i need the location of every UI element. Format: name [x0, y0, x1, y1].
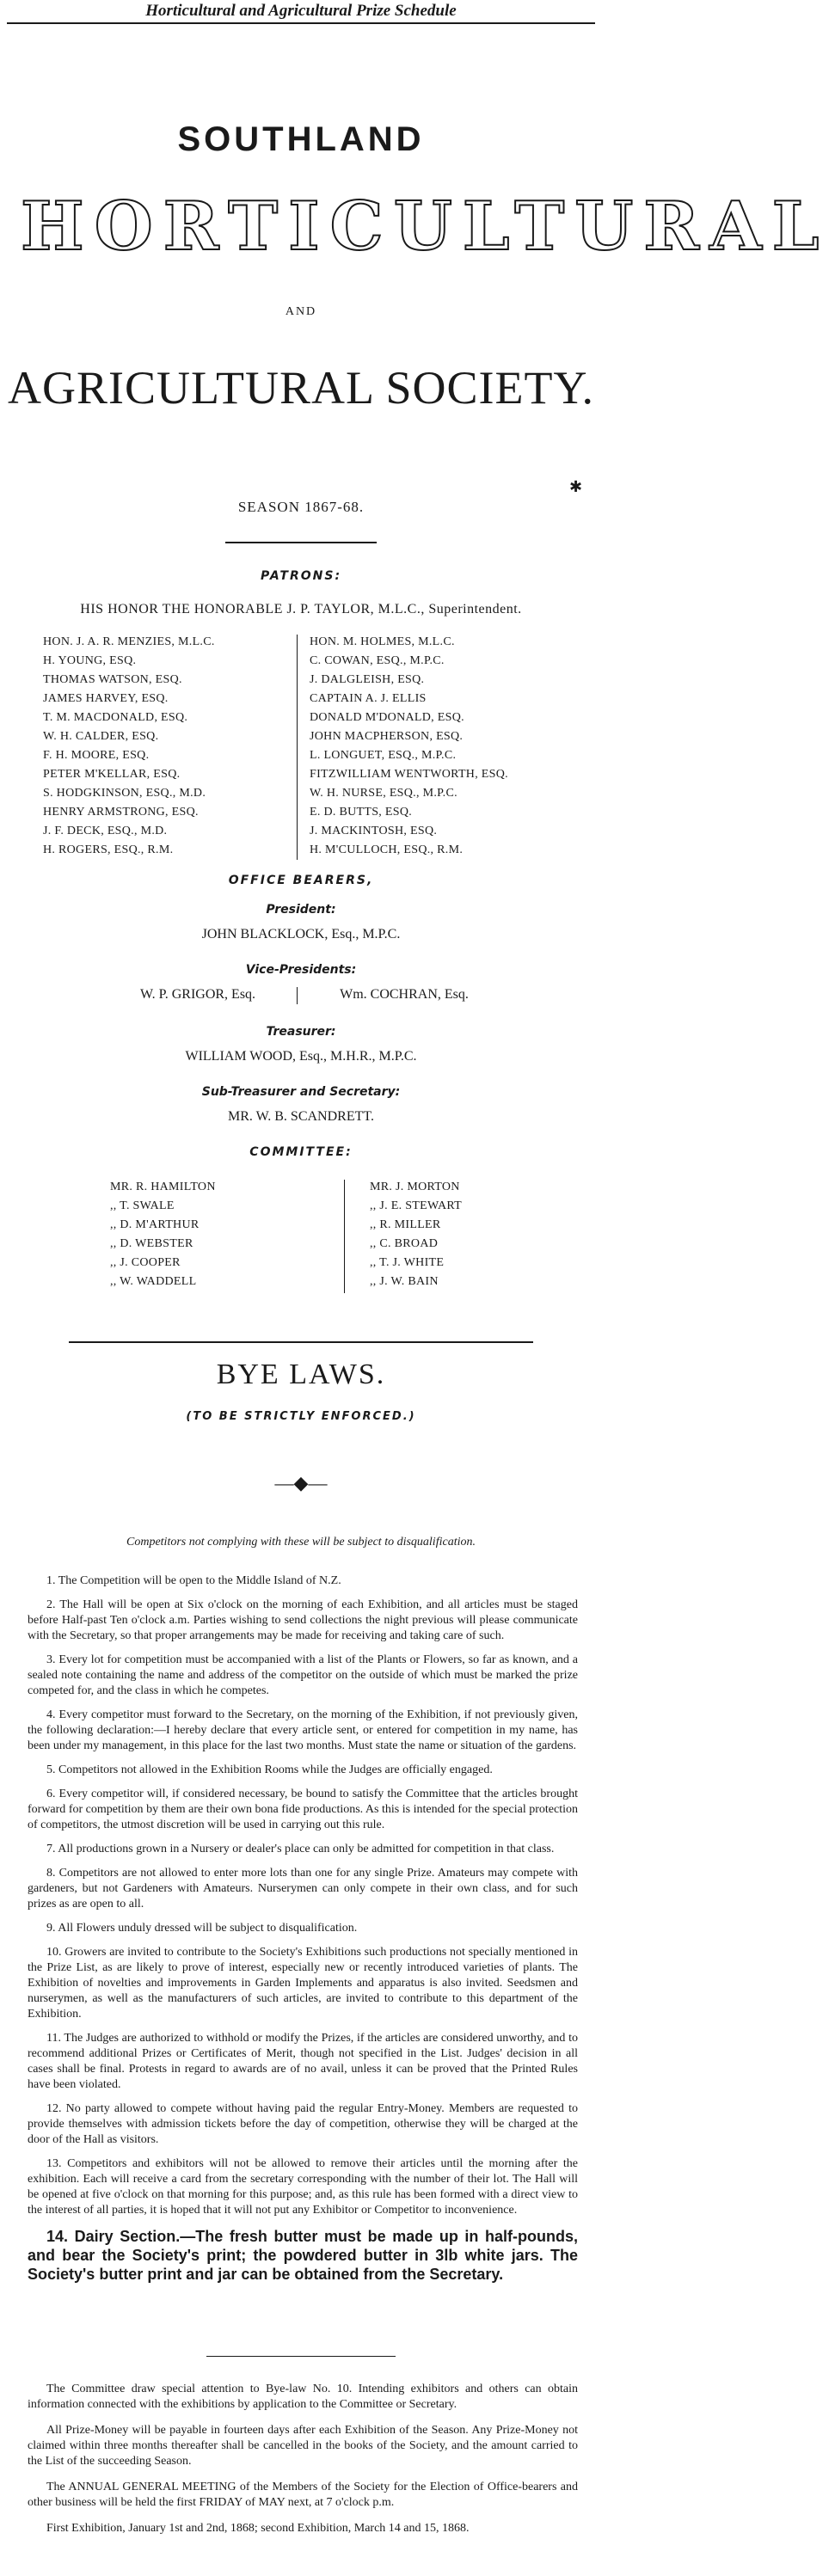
patron-name: J. MACKINTOSH, ESQ.	[310, 825, 438, 837]
running-header: Horticultural and Agricultural Prize Schedule	[145, 2, 457, 20]
patron-superintendent: HIS HONOR THE HONORABLE J. P. TAYLOR, M.L.C., Superintendent.	[80, 602, 522, 616]
office-bearers-heading: OFFICE BEARERS,	[228, 874, 374, 887]
season-label: SEASON 1867-68.	[237, 499, 365, 515]
patron-name: H. M'CULLOCH, ESQ., R.M.	[310, 843, 464, 856]
header-rule	[7, 22, 595, 24]
patron-name: JOHN MACPHERSON, ESQ.	[310, 730, 464, 743]
patron-name: H. ROGERS, ESQ., R.M.	[43, 843, 174, 856]
committee-member: ,, W. WADDELL	[110, 1275, 197, 1288]
patrons-heading: PATRONS:	[260, 569, 342, 583]
committee-member: ,, J. E. STEWART	[370, 1199, 463, 1212]
footer-paragraph: The ANNUAL GENERAL MEETING of the Members of the Society for the Election of Office-bearers and other business will be held the first FRIDAY of MAY next, at 7 o'clock p.m.	[28, 2481, 578, 2509]
committee-member: ,, J. W. BAIN	[370, 1275, 439, 1288]
patron-name: S. HODGKINSON, ESQ., M.D.	[43, 787, 206, 800]
sub-treasurer-label: Sub-Treasurer and Secretary:	[201, 1085, 401, 1099]
patron-name: W. H. NURSE, ESQ., M.P.C.	[310, 787, 457, 800]
title-southland: SOUTHLAND	[177, 120, 425, 158]
committee-member: MR. J. MORTON	[370, 1181, 460, 1193]
patron-name: THOMAS WATSON, ESQ.	[43, 673, 182, 686]
section-rule	[69, 1341, 533, 1343]
title-agricultural-society: AGRICULTURAL SOCIETY.	[7, 362, 595, 414]
disqualification-notice: Competitors not complying with these will be subject to disqualification.	[126, 1536, 476, 1549]
bye-law-rule: 6. Every competitor will, if considered necessary, be bound to satisfy the Committee that the articles brought forward for competition by them are their own bona fide productions. As this is intended for the special protection of competitors, the utmost discretion will be used in carrying out this rule.	[28, 1788, 578, 1831]
committee-right-column	[370, 1178, 559, 1291]
patrons-right-column	[310, 633, 568, 860]
patron-name: J. F. DECK, ESQ., M.D.	[43, 825, 168, 837]
patron-name: JAMES HARVEY, ESQ.	[43, 692, 169, 705]
patron-name: L. LONGUET, ESQ., M.P.C.	[310, 749, 457, 762]
vice-president-right: Wm. COCHRAN, Esq.	[340, 987, 469, 1002]
bye-law-rule: 3. Every lot for competition must be accompanied with a list of the Plants or Flowers, so far as known, and a sealed note containing the name and address of the competitor on the outside of which must be marked the prize competed for, and the class in which he competes.	[28, 1653, 578, 1697]
bye-law-rule: 13. Competitors and exhibitors will not be allowed to remove their articles until the morning after the exhibition. Each will receive a card from the secretary corresponding with the number of their lot. The Hall will be opened at five o'clock on that morning for this purpose; and, as this rule has been formed with a direct view to the interest of all parties, it is hoped that it will not put any Exhibitor or Competitor to inconvenience.	[28, 2157, 578, 2217]
committee-member: MR. R. HAMILTON	[110, 1181, 216, 1193]
bye-laws-heading: BYE LAWS.	[216, 1359, 386, 1390]
patron-name: HENRY ARMSTRONG, ESQ.	[43, 806, 199, 819]
committee-member: ,, T. SWALE	[110, 1199, 175, 1212]
patron-name: HON. J. A. R. MENZIES, M.L.C.	[43, 635, 215, 648]
asterisk-mark: ✱	[569, 478, 583, 495]
committee-member: ,, T. J. WHITE	[370, 1256, 445, 1269]
bye-law-rule: 8. Competitors are not allowed to enter more lots than one for any single Prize. Amateurs may compete with gardeners, but not Gardeners with Amateurs. Nurserymen can only compete in their own class, and for such prizes as are open to all.	[28, 1867, 578, 1911]
patron-name: DONALD M'DONALD, ESQ.	[310, 711, 464, 724]
patron-name: CAPTAIN A. J. ELLIS	[310, 692, 427, 705]
bye-law-rule: 1. The Competition will be open to the Middle Island of N.Z.	[46, 1574, 341, 1587]
footer-notices	[28, 2382, 578, 2547]
bye-law-rule: 9. All Flowers unduly dressed will be subject to disqualification.	[46, 1922, 358, 1935]
footer-paragraph: First Exhibition, January 1st and 2nd, 1868; second Exhibition, March 14 and 15, 1868.	[46, 2522, 470, 2535]
committee-divider	[344, 1180, 345, 1293]
committee-member: ,, C. BROAD	[370, 1237, 439, 1250]
fleuron-ornament: ―◆―	[274, 1472, 328, 1493]
vice-presidents-label: Vice-Presidents:	[245, 963, 357, 977]
sub-treasurer-name: MR. W. B. SCANDRETT.	[228, 1109, 374, 1124]
footer-paragraph: The Committee draw special attention to Bye-law No. 10. Intending exhibitors and others can obtain information connected with the exhibitions by application to the Committee or Secretary.	[28, 2383, 578, 2411]
bye-law-rule: 7. All productions grown in a Nursery or dealer's place can only be admitted for competition in that class.	[46, 1843, 555, 1855]
dairy-section-rule: 14. Dairy Section.—The fresh butter must be made up in half-pounds, and bear the Society's print; the powdered butter in 3lb white jars. The Society's butter print and jar can be obtained from the Secretary.	[28, 2228, 578, 2283]
bye-laws-subheading: (TO BE STRICTLY ENFORCED.)	[186, 1410, 416, 1423]
treasurer-label: Treasurer:	[266, 1025, 336, 1039]
bye-laws-list	[28, 1573, 578, 2292]
patron-name: W. H. CALDER, ESQ.	[43, 730, 159, 743]
bye-law-rule: 10. Growers are invited to contribute to the Society's Exhibitions such productions not specially mentioned in the Prize List, as are likely to prove of interest, especially new or recently introduced varieties of plants. The Exhibition of novelties and improvements in Garden Implements and apparatus is also invited. Seedsmen and nurserymen, as well as the manufacturers of such articles, are invited to contribute to this department of the Exhibition.	[28, 1946, 578, 2021]
vice-presidents-divider	[297, 987, 298, 1004]
president-label: President:	[266, 903, 336, 917]
committee-member: ,, D. M'ARTHUR	[110, 1218, 200, 1231]
patron-name: HON. M. HOLMES, M.L.C.	[310, 635, 455, 648]
treasurer-name: WILLIAM WOOD, Esq., M.H.R., M.P.C.	[185, 1049, 417, 1064]
season-rule	[225, 542, 377, 543]
footer-rule	[206, 2356, 396, 2357]
bye-law-rule: 11. The Judges are authorized to withhold or modify the Prizes, if the articles are considered unworthy, and to recommend additional Prizes or Certificates of Merit, though not specified in the List. Judges' decision in all cases shall be final. Protests in regard to awards are of no avail, unless it can be proved that the Printed Rules have been violated.	[28, 2032, 578, 2091]
patrons-divider	[297, 635, 298, 860]
patron-name: FITZWILLIAM WENTWORTH, ESQ.	[310, 768, 508, 781]
committee-left-column	[110, 1178, 282, 1291]
bye-law-rule: 4. Every competitor must forward to the Secretary, on the morning of the Exhibition, if not previously given, the following declaration:—I hereby declare that every article sent, or entered for competition in my name, has been under my management, in this place for the last two months. Must state the name or situation of the gardens.	[28, 1708, 578, 1752]
committee-member: ,, J. COOPER	[110, 1256, 181, 1269]
patron-name: H. YOUNG, ESQ.	[43, 654, 137, 667]
president-name: JOHN BLACKLOCK, Esq., M.P.C.	[201, 927, 401, 941]
patron-name: C. COWAN, ESQ., M.P.C.	[310, 654, 445, 667]
bye-law-rule: 2. The Hall will be open at Six o'clock on the morning of each Exhibition, and all articles must be staged before Half-past Ten o'clock a.m. Parties wishing to send collections the night previous will please communicate with the Secretary, so that proper arrangements may be made for receiving and taking care of such.	[28, 1598, 578, 1642]
committee-member: ,, D. WEBSTER	[110, 1237, 193, 1250]
patron-name: T. M. MACDONALD, ESQ.	[43, 711, 188, 724]
committee-heading: COMMITTEE:	[249, 1145, 353, 1159]
title-horticultural: HORTICULTURAL	[21, 187, 829, 266]
bye-law-rule: 5. Competitors not allowed in the Exhibition Rooms while the Judges are officially engaged.	[46, 1763, 493, 1776]
footer-paragraph: All Prize-Money will be payable in fourteen days after each Exhibition of the Season. Any Prize-Money not claimed within three months thereafter shall be cancelled in the books of the Society, and the amount carried to the List of the succeeding Season.	[28, 2424, 578, 2468]
bye-law-rule: 12. No party allowed to compete without having paid the regular Entry-Money. Members are requested to provide themselves with admission tickets before the day of competition, otherwise they will be charged at the door of the Hall as visitors.	[28, 2102, 578, 2146]
title-and: AND	[285, 305, 317, 318]
patron-name: E. D. BUTTS, ESQ.	[310, 806, 413, 819]
patron-name: PETER M'KELLAR, ESQ.	[43, 768, 181, 781]
patrons-left-column	[43, 633, 284, 860]
committee-member: ,, R. MILLER	[370, 1218, 441, 1231]
patron-name: F. H. MOORE, ESQ.	[43, 749, 150, 762]
patron-name: J. DALGLEISH, ESQ.	[310, 673, 425, 686]
vice-president-left: W. P. GRIGOR, Esq.	[139, 987, 256, 1002]
